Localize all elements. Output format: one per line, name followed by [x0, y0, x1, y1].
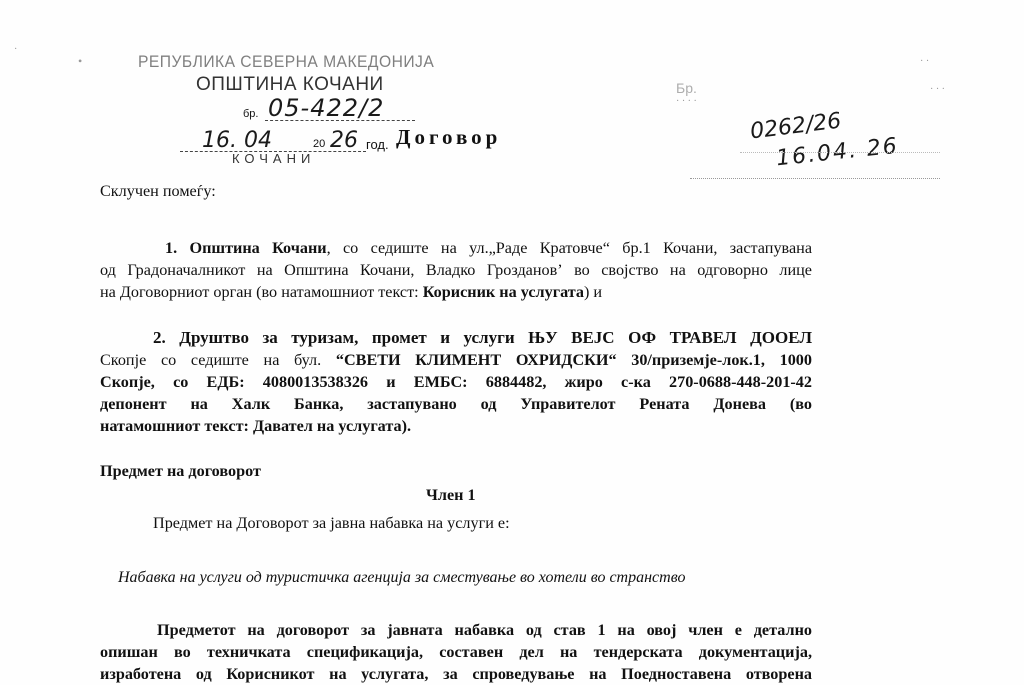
party-1-number: 1.: [165, 239, 178, 257]
received-stamp-shadow: · ·: [920, 56, 930, 67]
stamp-number-row: [243, 96, 423, 126]
party-1-role-post: ) и: [584, 283, 603, 301]
scan-mark: ·: [14, 44, 18, 55]
party-2-address-post: 30/приземје-лок.1, 1000: [616, 351, 812, 369]
stamp-republic: РЕПУБЛИКА СЕВЕРНА МАКЕДОНИЈА: [138, 52, 435, 71]
article-heading: Член 1: [426, 486, 476, 504]
party-2-street: “СВЕТИ КЛИМЕНТ ОХРИДСКИ“: [335, 351, 617, 369]
scan-mark: •: [78, 54, 83, 68]
party-2-address-pre: Скопје со седиште на бул.: [100, 351, 336, 369]
party-1-line-3: [100, 281, 812, 303]
received-stamp-label: Бр.: [676, 80, 697, 96]
body-line-1: Предметот на договорот за јавната набавка од став 1 на овој член е детално: [157, 621, 812, 639]
party-1-role-pre: на Договорниот орган (во натамошниот текст:: [100, 283, 419, 301]
party-2-line-3: Скопје, со ЕДБ: 4080013538326 и ЕМБС: 6884482, жиро с-ка 270-0688-448-201-42: [100, 373, 812, 391]
party-1-line-2: од Градоначалникот на Општина Кочани, Владко Гроздановʼ во својство на одговорно лице: [100, 261, 812, 279]
stamp-municipality: ОПШТИНА КОЧАНИ: [196, 74, 384, 95]
received-date: 16.04. 26: [775, 133, 900, 172]
body-line-3: изработена од Корисникот на услугата, за спроведување на Поедноставена отворена: [100, 665, 812, 683]
year-suffix: 26: [330, 128, 358, 153]
party-2-line-4: депонент на Халк Банка, застапувано од Управителот Рената Донева (во: [100, 395, 812, 413]
received-underline: [690, 178, 940, 179]
received-registration-number: 0262/26: [748, 108, 843, 145]
party-1-address: , со седиште на ул.„Раде Кратовче“ бр.1 Кочани, застапувана: [326, 239, 812, 257]
party-1-line-1: [100, 237, 812, 259]
received-stamp-shadow: · · ·: [930, 84, 945, 95]
registration-number: 05-422/2: [268, 94, 385, 122]
party-1-block: [100, 237, 812, 303]
party-2-line-5: натамошниот текст: Давател на услугата).: [100, 417, 412, 435]
year-prefix: 20: [313, 138, 326, 150]
number-underline: [265, 120, 415, 121]
document-title: Договор: [396, 125, 502, 149]
party-2-block: [100, 327, 812, 437]
party-2-line-2: [100, 349, 812, 371]
stamp-city: КОЧАНИ: [232, 151, 316, 166]
article-intro: Предмет на Договорот за јавна набавка на услуги е:: [153, 514, 510, 532]
section-heading: Предмет на договорот: [100, 462, 261, 480]
received-underline: [740, 152, 940, 153]
subject-of-procurement: Набавка на услуги од туристичка агенција за сместување во хотели во странство: [118, 569, 686, 586]
party-1-role: Корисник на услугата: [422, 283, 584, 301]
year-label: год.: [366, 137, 389, 152]
body-paragraph: [100, 619, 812, 685]
body-line-2: опишан во техничката спецификација, составен дел на тендерската документација,: [100, 643, 812, 661]
concluded-between: Склучен помеѓу:: [100, 182, 216, 200]
br-label: бр.: [243, 108, 259, 120]
received-stamp-shadow: · · · ·: [676, 96, 697, 107]
party-1-name: Општина Кочани: [189, 239, 327, 257]
party-2-line-1: 2. Друштво за туризам, промет и услуги ЊУ ВЕЈС ОФ ТРАВЕЛ ДООЕЛ: [153, 328, 812, 347]
stamp-date: 16. 04: [202, 128, 272, 153]
